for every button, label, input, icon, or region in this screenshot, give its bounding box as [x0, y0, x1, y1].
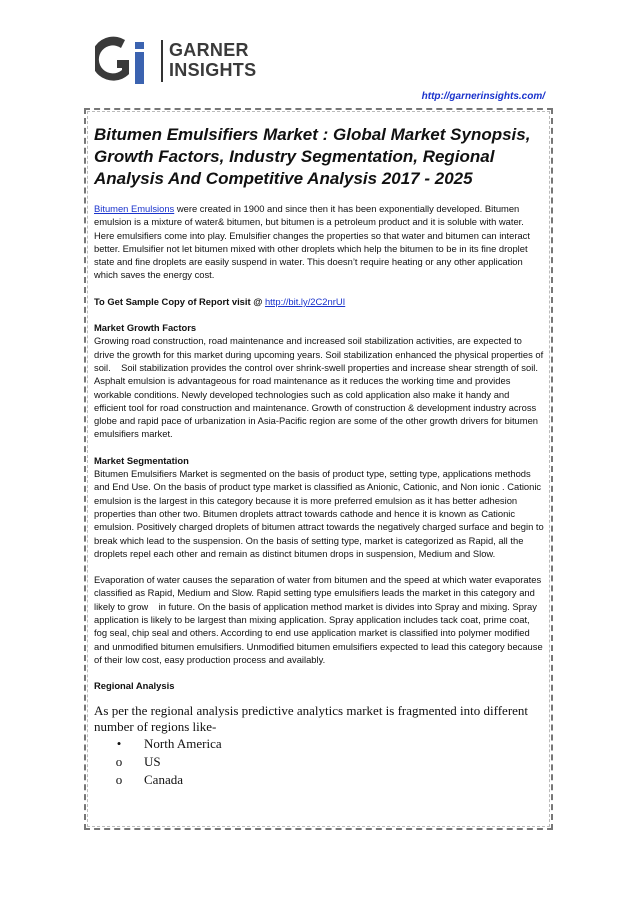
- regional-paragraph: As per the regional analysis predictive analytics market is fragmented into different number of regions like-: [94, 702, 529, 734]
- document-body: [94, 124, 548, 789]
- bitumen-emulsions-link[interactable]: Bitumen Emulsions: [94, 203, 175, 214]
- gi-logo-mark-icon: [95, 30, 157, 94]
- logo-line-2: INSIGHTS: [169, 60, 257, 80]
- bullet-disc-icon: •: [116, 735, 122, 751]
- sample-report-link[interactable]: http://bit.ly/2C2nrUI: [264, 295, 346, 307]
- growth-paragraph: Growing road construction, road maintenance and increased soil stabilization activities, are expected to drive the growth for this market during upcoming years. Soil stabilization enhanced the physical properties of soil. Soil stabilization provides the control over shrink-swell properties and increase shear strength of soil. Asphalt emulsion is advantageous for road maintenance as it reduces the working time and provides workable conditions. Newly developed technologies such as cold application also make it handy and efficient tool for road construction and maintenance. Growth of construction & development industry across globe and rapid pace of urbanization in Asia-Pacific region are some of the other growth drivers for bitumen emulsifiers market.: [94, 335, 548, 440]
- region-label: Canada: [144, 771, 183, 787]
- bullet-circle-icon: o: [115, 771, 123, 787]
- region-item-us: [94, 753, 544, 771]
- region-label: US: [144, 753, 161, 769]
- region-list: [94, 735, 544, 789]
- regional-heading: Regional Analysis: [94, 680, 175, 692]
- sample-line: [94, 295, 544, 308]
- sample-label: To Get Sample Copy of Report visit @: [94, 295, 265, 307]
- region-item-canada: [94, 771, 544, 789]
- segmentation-paragraph-1: Bitumen Emulsifiers Market is segmented on the basis of product type, setting type, applications methods and End Use. On the basis of product type market is classified as Anionic, Cationic, and Non ionic . Cationic emulsion is the largest in this category because it is more preferred emulsion as it has better adhesion properties than other two. Bitumen droplets attract towards cathode and hence it is known as Cationic emulsion. Positively charged droplets of bitumen attract towards the negatively charged surface and begin to break which lead to the suspension. On the basis of setting type, market is categorized as Rapid, all the droplets repel each other and remain as distinct bitumen drops in suspension, Medium and Slow.: [94, 468, 544, 559]
- garner-insights-logo: [95, 30, 257, 94]
- logo-wordmark: [169, 40, 256, 80]
- intro-text: were created in 1900 and since then it has been exponentially developed. Bitumen emulsion is a mixture of water& bitumen, but bitumen is a petroleum product and it is soluble with water. Here emulsifiers come into play. Emulsifier changes the properties so that water and bitumen can interact better. Emulsifier not let bitumen mixed with other droplets which help the bitumen to be in its fine droplet state and fine droplets are easily suspend in water. This doesn’t require heating or any other application which saves the energy cost.: [94, 203, 530, 281]
- growth-heading: Market Growth Factors: [94, 322, 197, 334]
- site-url-link[interactable]: http://garnerinsights.com/: [421, 91, 545, 102]
- region-label: North America: [144, 735, 222, 751]
- segmentation-heading: Market Segmentation: [94, 454, 189, 466]
- document-title: Bitumen Emulsifiers Market : Global Market Synopsis, Growth Factors, Industry Segmentation, Regional Analysis And Competitive Analysis 2017 - 2025: [94, 125, 531, 188]
- intro-paragraph: [94, 202, 544, 282]
- region-item-north-america: [94, 735, 544, 753]
- bullet-circle-icon: o: [115, 753, 123, 769]
- segmentation-paragraph-2: Evaporation of water causes the separation of water from bitumen and the speed at which water evaporates classified as Rapid, Medium and Slow. Rapid setting type emulsifiers leads the market in this category and likely to grow in future. On the basis of application method market is divides into Spray and mixing. Spray application is likely to be largest than mixing application. Spray application includes tack coat, prime coat, fog seal, chip seal and others. According to end use application market is classified into polymer modified and unmodified bitumen emulsifiers. Unmodified bitumen emulsifiers expected to lead this category because of their low cost, easy production process and availably.: [94, 574, 546, 665]
- logo-divider: [161, 40, 163, 82]
- logo-line-1: GARNER: [169, 40, 249, 60]
